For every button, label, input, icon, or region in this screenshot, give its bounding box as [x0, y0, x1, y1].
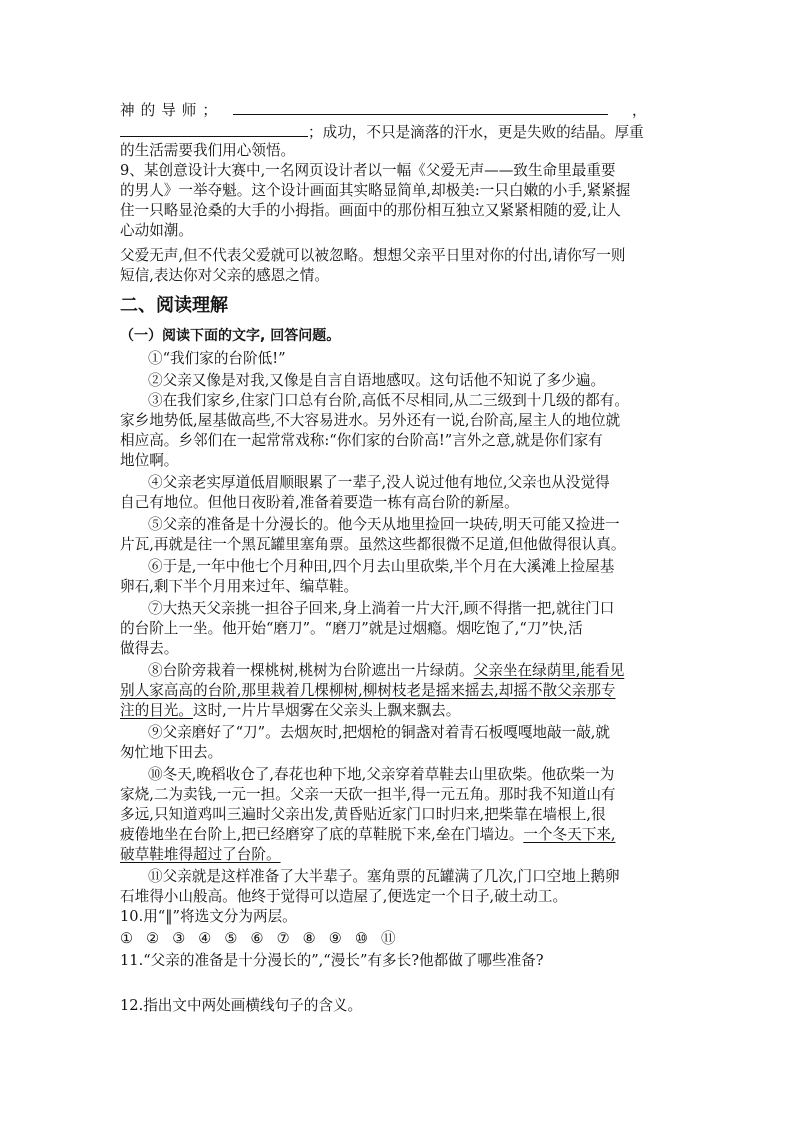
paragraph-4-line: 自己有地位。但他日夜盼着,准备着要造一栋有高台阶的新屋。 [120, 494, 519, 511]
underlined-sentence-1: 父亲坐在绿荫里,能看见 [473, 662, 625, 679]
paragraph-10-line: 家烧,二为卖钱,一元一担。父亲一天砍一担半,得一元五角。那时我不知道山有 [120, 786, 616, 803]
answer-blank-2[interactable] [120, 121, 308, 137]
option-marker[interactable]: ⑧ [302, 930, 316, 947]
fill-blank-line-1 [120, 99, 680, 121]
q9-line: 心动如潮。 [120, 222, 193, 239]
option-marker[interactable]: ⑪ [380, 930, 396, 947]
paragraph-2: ②父亲又像是对我,又像是自言自语地感叹。这句话他不知说了多少遍。 [148, 372, 606, 389]
option-marker[interactable]: ③ [172, 930, 186, 947]
paragraph-7-line: ⑦大热天父亲挑一担谷子回来,身上淌着一片大汗,顾不得揩一把,就往门口 [148, 600, 615, 617]
paragraph-10-line [120, 825, 680, 845]
question-10: 10.用“‖”将选文分为两层。 [120, 908, 297, 925]
option-marker[interactable]: ⑦ [276, 930, 290, 947]
question-11: 11.“父亲的准备是十分漫长的”,“漫长”有多长?他都做了哪些准备? [120, 952, 544, 969]
paragraph-9-line: 匆忙地下田去。 [120, 744, 223, 761]
paragraph-10-line: ⑩冬天,晚稻收仓了,春花也种下地,父亲穿着草鞋去山里砍柴。他砍柴一为 [148, 766, 615, 783]
paragraph-3-line: 地位啊。 [120, 452, 179, 469]
paragraph-11-line: 石堆得小山般高。他终于觉得可以造屋了,便选定一个日子,破土动工。 [120, 888, 568, 905]
option-marker[interactable]: ② [146, 930, 160, 947]
section-subtitle: （一）阅读下面的文字, 回答问题。 [120, 328, 341, 344]
paragraph-8-text: ⑧台阶旁栽着一棵桃树,桃树为台阶遮出一片绿荫。 [148, 662, 474, 679]
fill-blank-tail: ；成功，不只是滴落的汗水，更是失败的结晶。厚重 [308, 124, 644, 141]
underlined-sentence-1: 别人家高高的台阶,那里栽着几棵柳树,柳树枝老是摇来摇去,却摇不散父亲那专 [120, 682, 616, 699]
fill-blank-comma: ， [631, 102, 647, 119]
q9-line: 9、某创意设计大赛中,一名网页设计者以一幅《父爱无声——致生命里最重要 [120, 162, 616, 179]
question-12: 12.指出文中两处画横线句子的含义。 [120, 997, 363, 1014]
section-title: 二、阅读理解 [120, 295, 228, 316]
paragraph-8-text: 这时,一片片旱烟雾在父亲头上飘来飘去。 [192, 702, 461, 719]
paragraph-10-line: 多远,只知道鸡叫三遍时父亲出发,黄昏贴近家门口时归来,把柴靠在墙根上,很 [120, 806, 606, 823]
paragraph-7-line: 做得去。 [120, 640, 179, 657]
paragraph-9-line: ⑨父亲磨好了“刀”。去烟灰时,把烟枪的铜盏对着青石板嘎嘎地敲一敲,就 [148, 724, 611, 741]
option-marker[interactable]: ⑨ [328, 930, 342, 947]
paragraph-4-line: ④父亲老实厚道低眉顺眼累了一辈子,没人说过他有地位,父亲也从没觉得 [148, 474, 610, 491]
option-marker[interactable]: ⑥ [250, 930, 264, 947]
paragraph-6-line: ⑥于是,一年中他七个月种田,四个月去山里砍柴,半个月在大溪滩上捡屋基 [148, 558, 615, 575]
paragraph-6-line: 卵石,剩下半个月用来过年、编草鞋。 [120, 578, 359, 595]
paragraph-11-line: ⑪父亲就是这样准备了大半辈子。塞角票的瓦罐满了几次,门口空地上鹅卵 [148, 868, 620, 885]
paragraph-3-line: 相应高。乡邻们在一起常常戏称:“你们家的台阶高!”言外之意,就是你们家有 [120, 432, 603, 449]
fill-blank-lead: 神的导师； [120, 102, 223, 119]
paragraph-1: ①“我们家的台阶低!” [148, 350, 286, 367]
option-marker[interactable]: ④ [198, 930, 212, 947]
underlined-sentence-2: 一个冬天下来, [523, 826, 616, 843]
q9-line: 的男人》一举夺魁。这个设计画面其实略显简单,却极美:一只白嫩的小手,紧紧握 [120, 182, 631, 199]
option-marker[interactable]: ① [120, 930, 134, 947]
q9-line: 短信,表达你对父亲的感恩之情。 [120, 267, 329, 284]
paragraph-5-line: ⑤父亲的准备是十分漫长的。他今天从地里捡回一块砖,明天可能又捡进一 [148, 516, 620, 533]
paragraph-8-line [120, 701, 680, 721]
paragraph-8-line [148, 661, 680, 681]
option-marker[interactable]: ⑤ [224, 930, 238, 947]
q9-line: 住一只略显沧桑的大手的小拇指。画面中的那份相互独立又紧紧相随的爱,让人 [120, 202, 621, 219]
fill-blank-line-3: 的生活需要我们用心领悟。 [120, 142, 296, 159]
paragraph-3-line: ③在我们家乡,住家门口总有台阶,高低不尽相同,从二三级到十几级的都有。 [148, 392, 629, 409]
question-10-options [120, 929, 409, 949]
underlined-sentence-2: 破草鞋堆得超过了台阶。 [120, 846, 281, 863]
paragraph-5-line: 片瓦,再就是往一个黑瓦罐里塞角票。虽然这些都很微不足道,但他做得很认真。 [120, 536, 626, 553]
q9-line: 父爱无声,但不代表父爱就可以被忽略。想想父亲平日里对你的付出,请你写一则 [120, 247, 626, 264]
option-marker[interactable]: ⑩ [354, 930, 368, 947]
fill-blank-line-2 [120, 121, 680, 143]
paragraph-10-text: 疲倦地坐在台阶上,把已经磨穿了底的草鞋脱下来,垒在门墙边。 [120, 826, 524, 843]
paragraph-3-line: 家乡地势低,屋基做高些,不大容易进水。另外还有一说,台阶高,屋主人的地位就 [120, 412, 621, 429]
underlined-sentence-1: 注的目光。 [120, 702, 193, 719]
paragraph-7-line: 的台阶上一坐。他开始“磨刀”。“磨刀”就是过烟瘾。烟吃饱了,“刀”快,活 [120, 620, 583, 637]
answer-blank-1[interactable] [233, 99, 608, 115]
